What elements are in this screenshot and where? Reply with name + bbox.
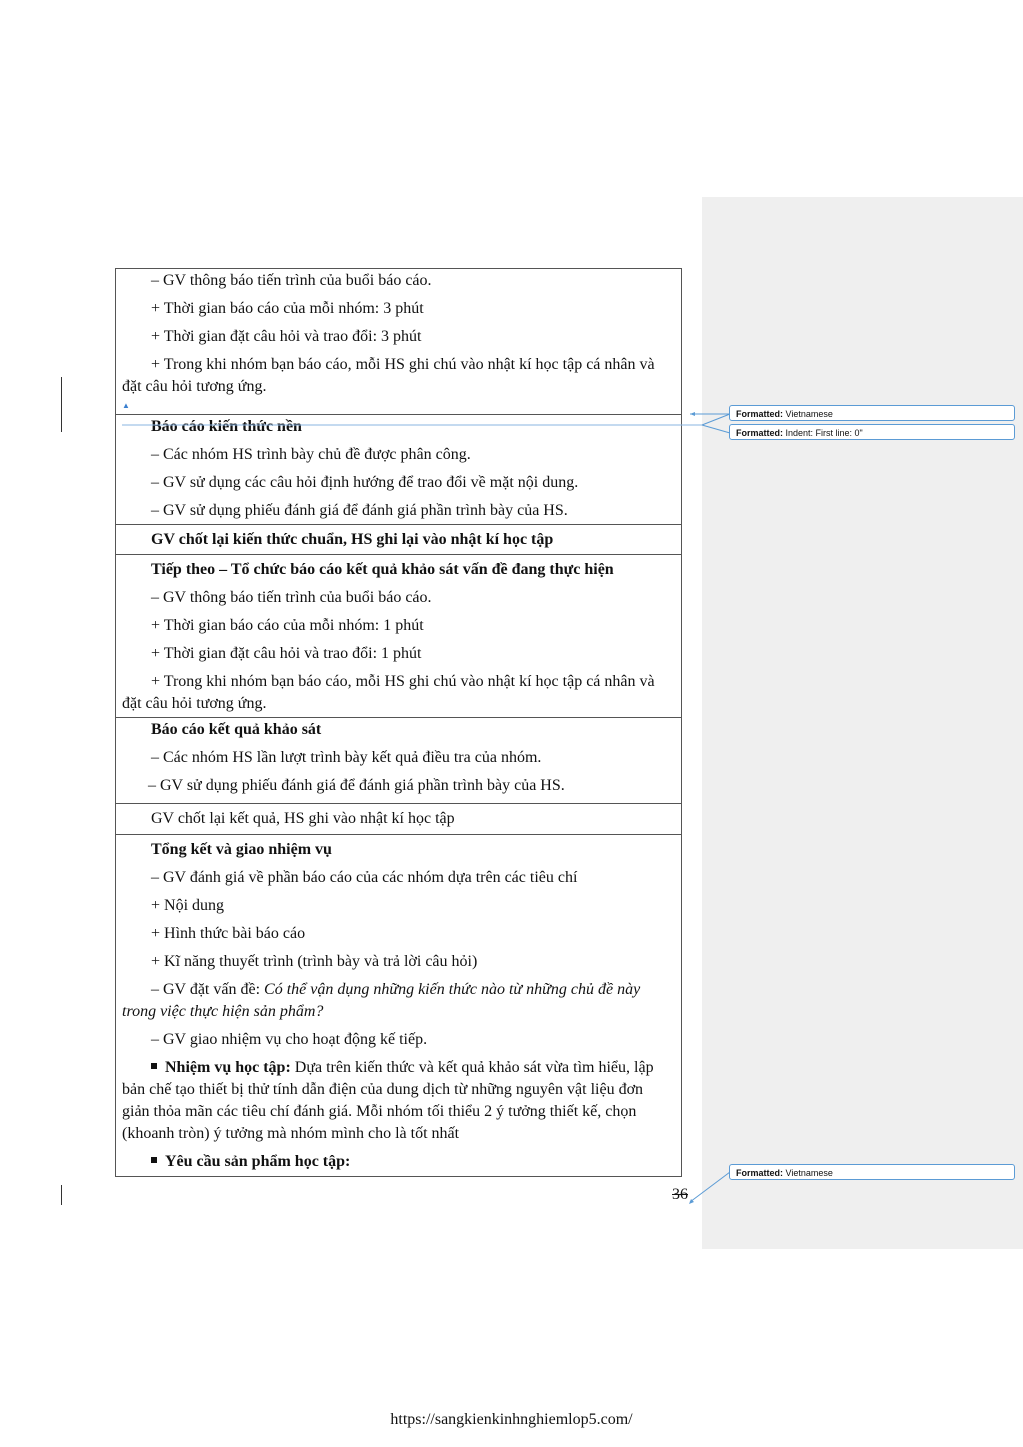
comment-anchor-icon: ▲ — [122, 401, 130, 410]
requirement-label: Yêu cầu sản phẩm học tập: — [165, 1153, 351, 1170]
text-line: + Thời gian đặt câu hỏi và trao đổi: 1 phút — [151, 645, 422, 662]
footer-url[interactable]: https://sangkienkinhnghiemlop5.com/ — [390, 1411, 633, 1428]
problem-question: Có thể vận dụng những kiến thức nào từ những chủ đề này trong việc thực hiện sản phẩm? — [122, 981, 641, 1020]
text-line: – GV thông báo tiến trình của buổi báo cáo. — [151, 589, 432, 606]
page-number: 36 — [672, 1186, 688, 1203]
text-line: – Các nhóm HS trình bày chủ đề được phân công. — [151, 446, 471, 463]
balloon-label: Formatted: — [736, 428, 783, 438]
text-line: – GV đánh giá về phần báo cáo của các nhóm dựa trên các tiêu chí — [151, 869, 578, 886]
text-line: – GV sử dụng các câu hỏi định hướng để trao đổi về mặt nội dung. — [151, 474, 579, 491]
text-line: – GV sử dụng phiếu đánh giá để đánh giá phần trình bày của HS. — [151, 502, 568, 519]
problem-prefix: – GV đặt vấn đề: — [151, 981, 265, 998]
text-line: + Thời gian báo cáo của mỗi nhóm: 3 phút — [151, 300, 424, 317]
text-line: – GV thông báo tiến trình của buổi báo cáo. — [151, 272, 432, 289]
section-heading: Báo cáo kiến thức nền — [151, 418, 302, 435]
text-line: – GV giao nhiệm vụ cho hoạt động kế tiếp. — [151, 1031, 428, 1048]
text-line: + Thời gian báo cáo của mỗi nhóm: 1 phút — [151, 617, 424, 634]
balloon-label: Formatted: — [736, 409, 783, 419]
balloon-text: Indent: First line: 0" — [783, 428, 863, 438]
task-text: Dựa trên kiến thức và kết quả khảo sát vừa tìm hiểu, lập bản chế tạo thiết bị thử tính dẫn điện của dung dịch từ những nguyên vật liệu đơn giản thỏa mãn các tiêu chí đánh giá. Mỗi nhóm tối thiểu 2 ý tưởng thiết kế, chọn (khoanh tròn) ý tưởng mà nhóm mình cho là tốt nhất — [122, 1059, 654, 1142]
section-heading: Tổng kết và giao nhiệm vụ — [151, 841, 332, 858]
section-heading: Báo cáo kết quả khảo sát — [151, 721, 322, 738]
text-line: + Trong khi nhóm bạn báo cáo, mỗi HS ghi chú vào nhật kí học tập cá nhân và đặt câu hỏi tương ứng. — [122, 673, 655, 712]
text-line: + Kĩ năng thuyết trình (trình bày và trả lời câu hỏi) — [151, 953, 478, 970]
text-line: – Các nhóm HS lần lượt trình bày kết quả điều tra của nhóm. — [151, 749, 542, 766]
balloon-text: Vietnamese — [783, 409, 833, 419]
text-line: – GV sử dụng phiếu đánh giá để đánh giá phần trình bày của HS. — [148, 777, 565, 794]
formatting-balloon[interactable] — [729, 1164, 1015, 1180]
text-line: GV chốt lại kết quả, HS ghi vào nhật kí học tập — [151, 810, 455, 827]
task-label: Nhiệm vụ học tập: — [165, 1059, 291, 1076]
formatting-balloon[interactable] — [729, 424, 1015, 440]
text-line: + Thời gian đặt câu hỏi và trao đổi: 3 phút — [151, 328, 422, 345]
formatting-balloon[interactable] — [729, 405, 1015, 421]
section-heading: GV chốt lại kiến thức chuẩn, HS ghi lại vào nhật kí học tập — [151, 531, 554, 548]
balloon-label: Formatted: — [736, 1168, 783, 1178]
text-line: + Trong khi nhóm bạn báo cáo, mỗi HS ghi chú vào nhật kí học tập cá nhân và đặt câu hỏi tương ứng. — [122, 356, 655, 395]
balloon-text: Vietnamese — [783, 1168, 833, 1178]
section-heading: Tiếp theo – Tổ chức báo cáo kết quả khảo sát vấn đề đang thực hiện — [151, 561, 614, 578]
text-line: + Hình thức bài báo cáo — [151, 925, 306, 942]
text-line: + Nội dung — [151, 897, 225, 914]
